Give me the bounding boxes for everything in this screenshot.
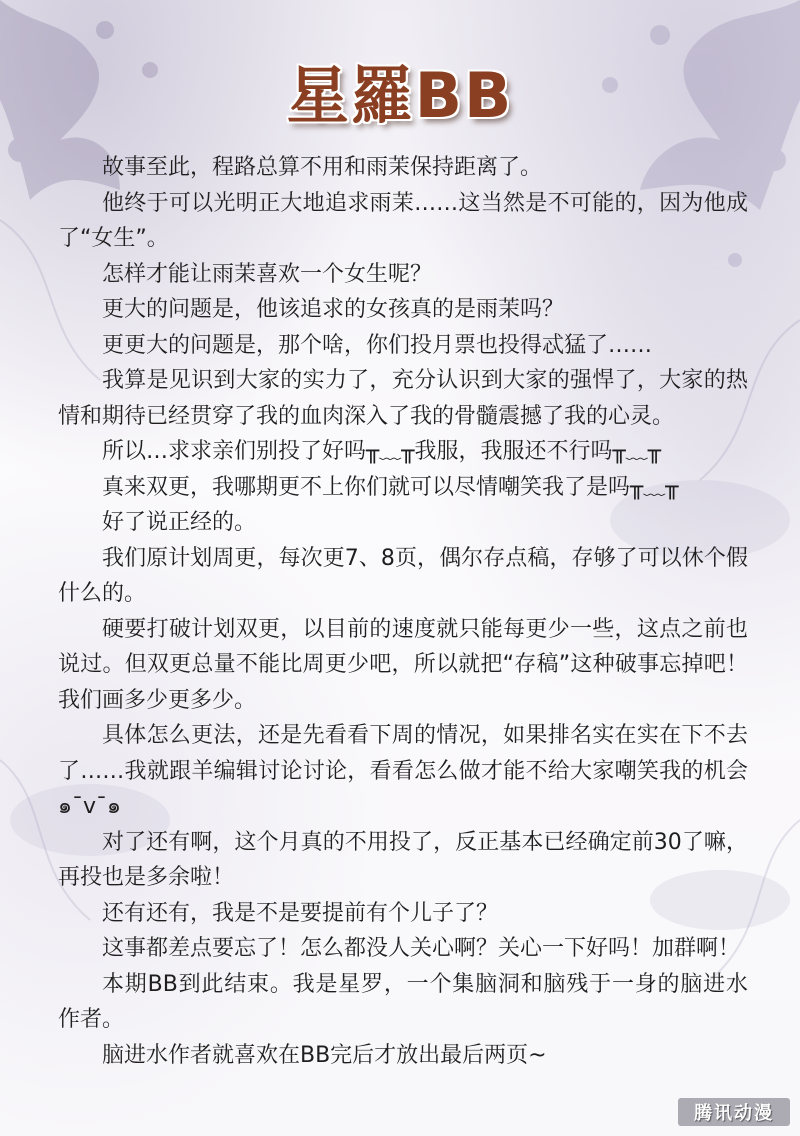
paragraph: 硬要打破计划双更，以目前的速度就只能每更少一些，这点之前也说过。但双更总量不能比周更少吧，所以就把“存稿”这种破事忘掉吧！我们画多少更多少。	[58, 616, 748, 713]
watermark-text: 腾讯动漫	[694, 1103, 774, 1124]
paragraph: 我算是见识到大家的实力了，充分认识到大家的强悍了，大家的热情和期待已经贯穿了我的血肉深入了我的骨髓震撼了我的心灵。	[58, 368, 748, 429]
paragraph: 更大的问题是，他该追求的女孩真的是雨茉吗？	[102, 297, 565, 322]
title-container	[0, 58, 800, 134]
paragraph: 我们原计划周更，每次更7、8页，偶尔存点稿，存够了可以休个假什么的。	[58, 545, 748, 606]
paragraph: 怎样才能让雨茉喜欢一个女生呢？	[102, 261, 433, 287]
paragraph: 故事至此，程路总算不用和雨茉保持距离了。	[102, 155, 543, 180]
paragraph: 真来双更，我哪期更不上你们就可以尽情嘲笑我了是吗╥﹏╥	[102, 474, 679, 500]
paragraph: 所以…求求亲们别投了好吗╥﹏╥我服，我服还不行吗╥﹏╥	[102, 439, 661, 464]
paragraph: 本期BB到此结束。我是星罗，一个集脑洞和脑残于一身的脑进水作者。	[58, 971, 748, 1032]
tencent-comic-watermark-logo	[678, 1098, 790, 1126]
paragraph: 这事都差点要忘了！怎么都没人关心啊？关心一下好吗！加群啊！	[102, 936, 741, 961]
text-body	[58, 150, 748, 1073]
paragraph: 具体怎么更法，还是先看看下周的情况，如果排名实在实在下不去了……我就跟羊编辑讨论讨论，看看怎么做才能不给大家嘲笑我的机会๑¯v¯๑	[58, 723, 748, 819]
page-title: 星羅BB	[286, 59, 514, 132]
paragraph: 还有还有，我是不是要提前有个儿子了？	[102, 900, 499, 926]
paragraph: 更更大的问题是，那个啥，你们投月票也投得忒猛了……	[102, 332, 653, 358]
paragraph: 脑进水作者就喜欢在BB完后才放出最后两页~	[102, 1042, 547, 1068]
paragraph: 好了说正经的。	[102, 510, 257, 535]
paragraph: 对了还有啊，这个月真的不用投了，反正基本已经确定前30了嘛，再投也是多余啦！	[58, 829, 748, 890]
paragraph: 他终于可以光明正大地追求雨茉……这当然是不可能的，因为他成了“女生”。	[58, 190, 748, 251]
